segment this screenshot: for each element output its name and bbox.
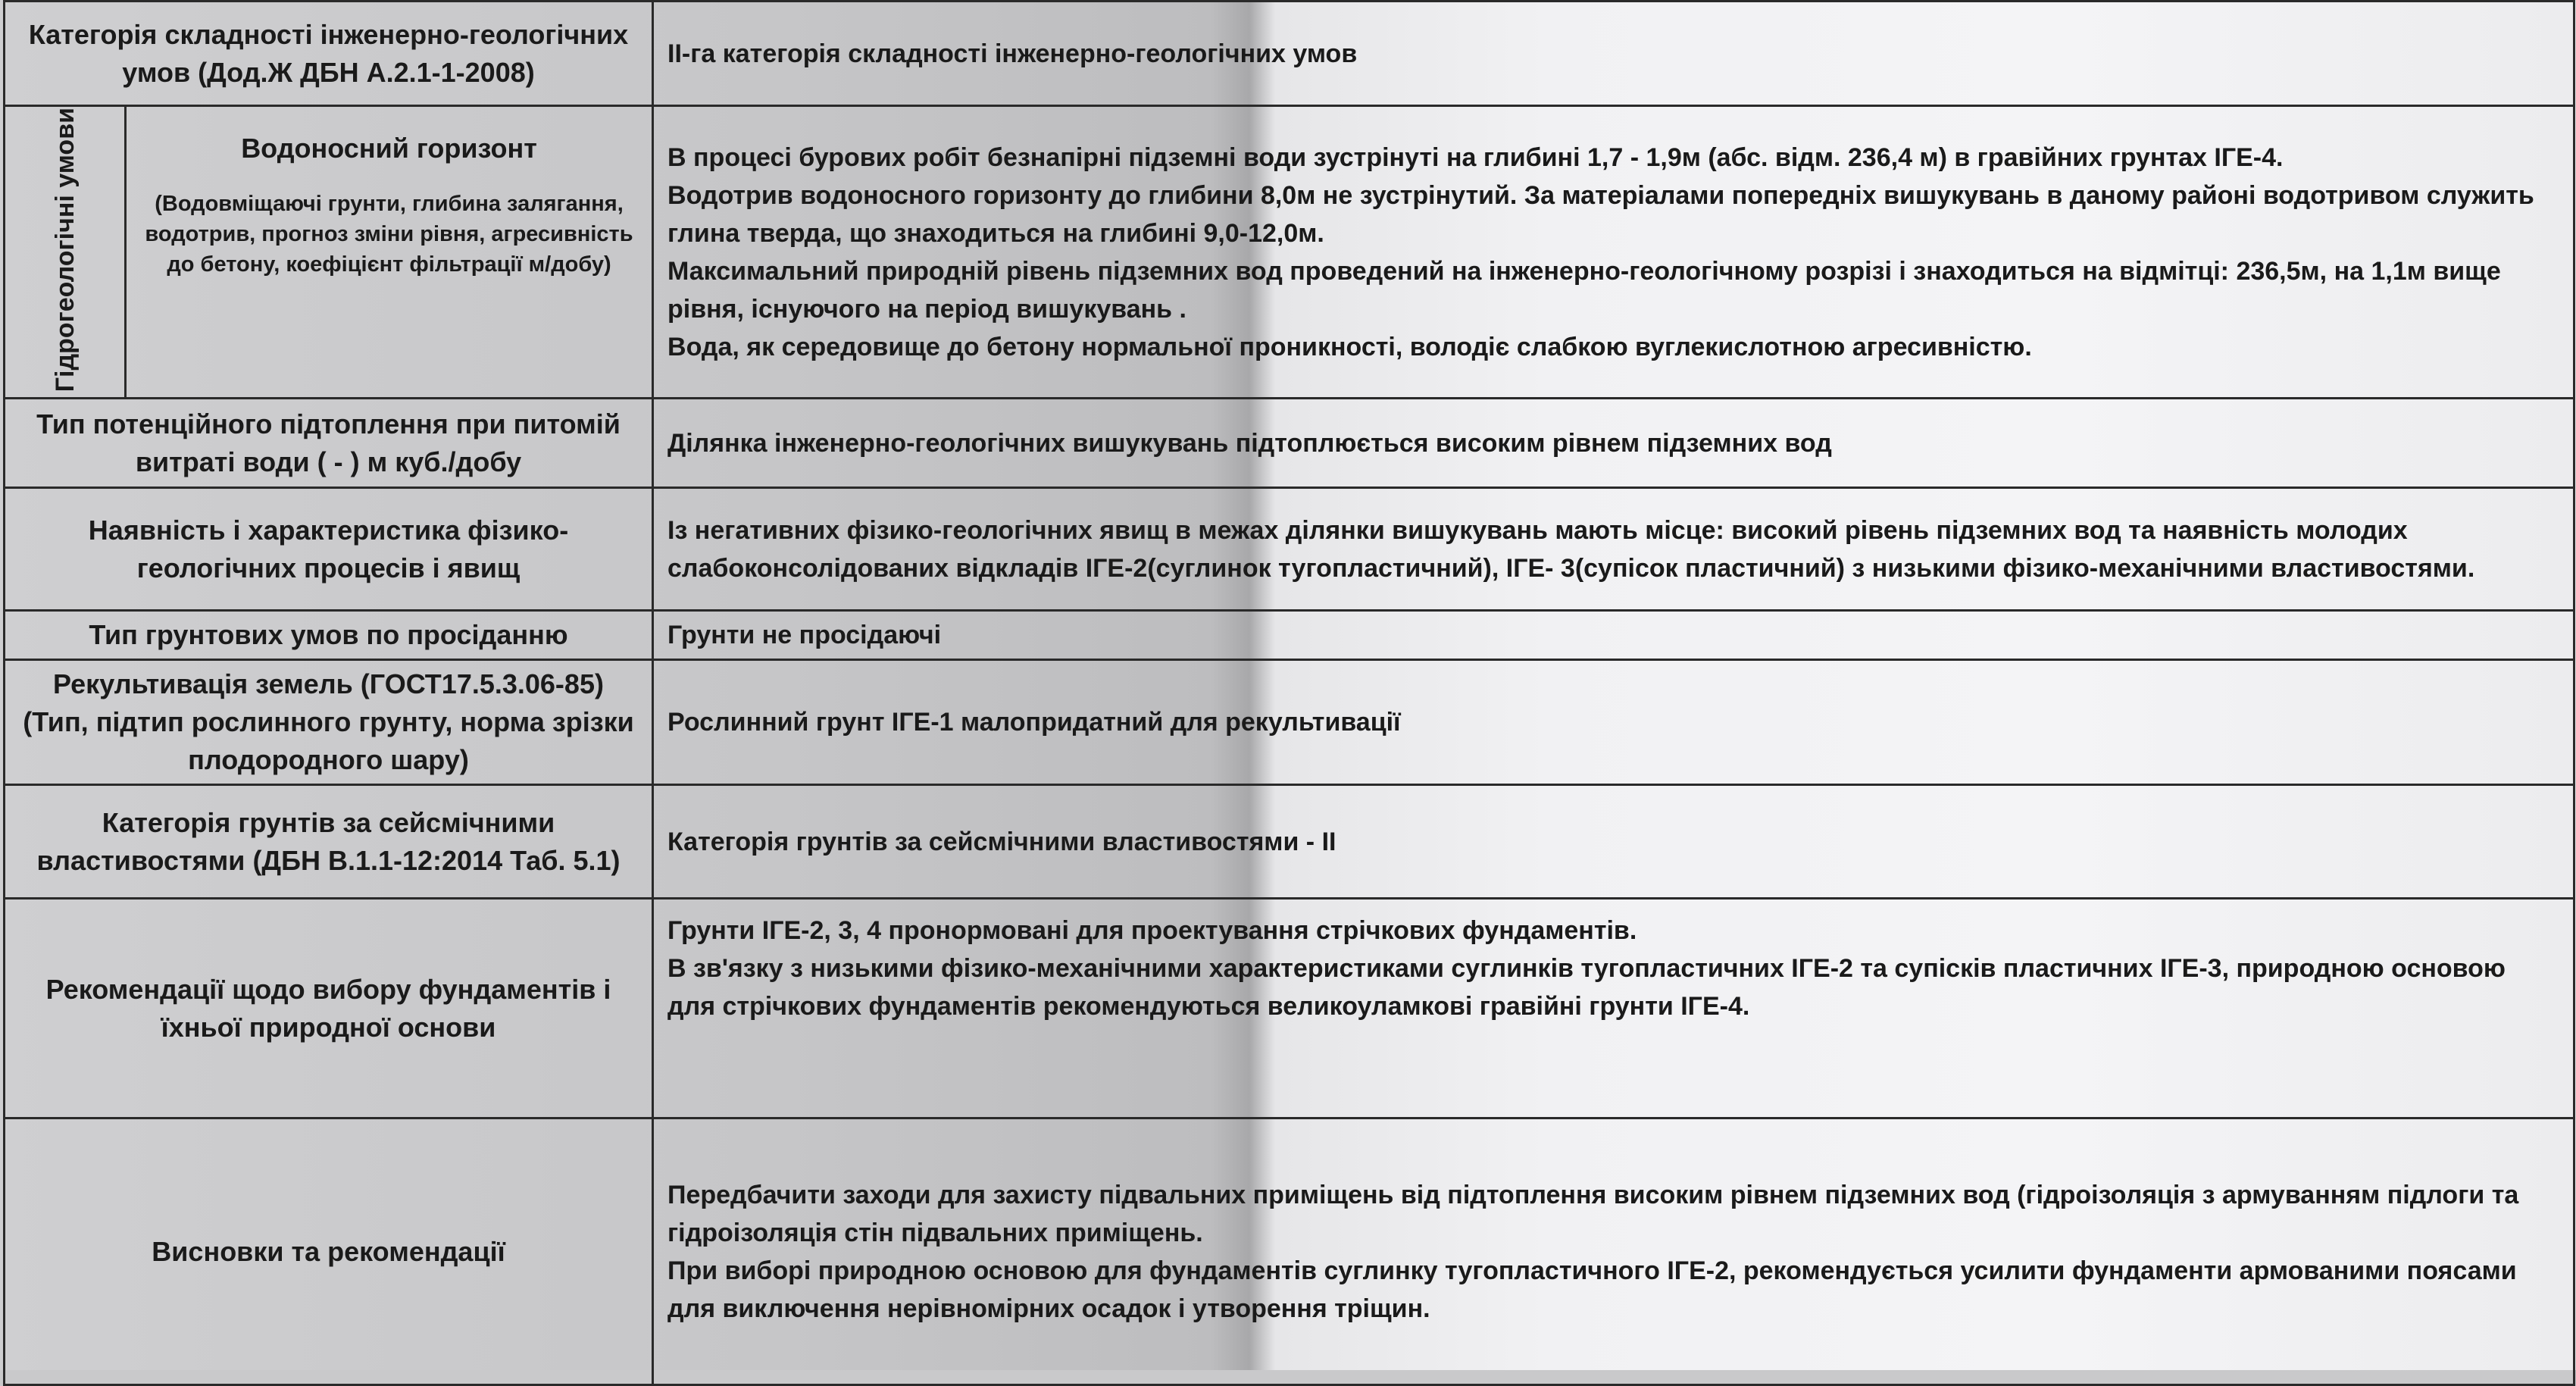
label-category: Категорія складності інженерно-геологічних умов (Дод.Ж ДБН А.2.1-1-2008) <box>5 2 653 106</box>
geology-table <box>3 0 2575 1386</box>
row-seismic <box>5 785 2574 899</box>
row-recultivation <box>5 660 2574 785</box>
hydro-line-2: Водотрив водоносного горизонту до глибини 8,0м не зустрінутий. За матеріалами попередніх вишукувань в даному районі водотривом служить глина тверда, що знаходиться на глибині 9,0-12,0м. <box>667 180 2534 248</box>
label-recultivation <box>5 660 653 785</box>
value-processes: Із негативних фізико-геологічних явищ в межах ділянки вишукувань мають місце: високий рівень підземних вод та наявність молодих слабоконсолідованих відкладів ІГЕ-2(суглинок тугопластичний), ІГЕ- 3(супісок пластичний) з низькими фізико-механічними властивостями. <box>653 488 2574 611</box>
label-hydro-vertical-cell <box>5 106 126 399</box>
label-subsidence: Тип грунтових умов по просіданню <box>5 611 653 660</box>
label-hydro-title: Водоносний горизонт <box>241 133 537 164</box>
value-conclusions <box>653 1118 2574 1385</box>
row-category <box>5 2 2574 106</box>
hydro-line-3: Максимальний природній рівень підземних вод проведений на інженерно-геологічному розрізі і знаходиться на відмітці: 236,5м, на 1,1м вище рівня, існуючого на період вишукувань . <box>667 256 2501 324</box>
label-hydro-subtitle: (Водовміщаючі грунти, глибина залягання, водотрив, прогноз зміни рівня, агресивність до бетону, коефіцієнт фільтрації м/добу) <box>145 192 633 277</box>
hydro-line-1: В процесі бурових робіт безнапірні підземні води зустрінуті на глибині 1,7 - 1,9м (абс. відм. 236,4 м) в гравійних грунтах ІГЕ-4. <box>667 142 2284 172</box>
value-category: ІІ-га категорія складності інженерно-геологічних умов <box>653 2 2574 106</box>
label-conclusions: Висновки та рекомендації <box>5 1118 653 1385</box>
value-foundations <box>653 899 2574 1118</box>
label-foundations: Рекомендації щодо вибору фундаментів і їхньої природної основи <box>5 899 653 1118</box>
label-recultivation-title: Рекультивація земель (ГОСТ17.5.3.06-85) <box>53 668 604 699</box>
row-hydro <box>5 106 2574 399</box>
row-foundations <box>5 899 2574 1118</box>
row-flooding <box>5 399 2574 488</box>
foundations-line-2: В зв'язку з низькими фізико-механічними характеристиками суглинків тугопластичних ІГЕ-2 та супісків пластичних ІГЕ-3, природною основою для стрічкових фундаментів рекомендуються великоуламкові гравійні грунти ІГЕ-4. <box>667 954 2506 1021</box>
value-subsidence: Грунти не просідаючі <box>653 611 2574 660</box>
label-flooding: Тип потенційного підтоплення при питомій витраті води ( - ) м куб./добу <box>5 399 653 488</box>
label-recultivation-sub: (Тип, підтип рослинного грунту, норма зрізки плодородного шару) <box>23 706 634 775</box>
label-hydro-vertical: Гідрогеологічні умови <box>50 108 80 393</box>
conclusions-line-2: При виборі природною основою для фундаментів суглинку тугопластичного ІГЕ-2, рекомендується усилити фундаменти армованими поясами для виключення нерівномірних осадок і утворення тріщин. <box>667 1256 2517 1323</box>
value-hydro <box>653 106 2574 399</box>
label-hydro <box>126 106 653 399</box>
row-subsidence <box>5 611 2574 660</box>
label-seismic: Категорія грунтів за сейсмічними властивостями (ДБН В.1.1-12:2014 Таб. 5.1) <box>5 785 653 899</box>
conclusions-line-1: Передбачити заходи для захисту підвальних приміщень від підтоплення високим рівнем підземних вод (гідроізоляція з армуванням підлоги та гідроізоляція стін підвальних приміщень. <box>667 1180 2519 1247</box>
value-seismic: Категорія грунтів за сейсмічними властивостями - ІІ <box>653 785 2574 899</box>
foundations-line-1: Грунти ІГЕ-2, 3, 4 пронормовані для проектування стрічкових фундаментів. <box>667 916 1637 945</box>
value-flooding: Ділянка інженерно-геологічних вишукувань підтоплюється високим рівнем підземних вод <box>653 399 2574 488</box>
value-recultivation: Рослинний грунт ІГЕ-1 малопридатний для рекультивації <box>653 660 2574 785</box>
row-processes <box>5 488 2574 611</box>
hydro-line-4: Вода, як середовище до бетону нормальної проникності, володіє слабкою вуглекислотною агресивністю. <box>667 332 2032 361</box>
row-conclusions <box>5 1118 2574 1385</box>
label-processes: Наявність і характеристика фізико-геологічних процесів і явищ <box>5 488 653 611</box>
